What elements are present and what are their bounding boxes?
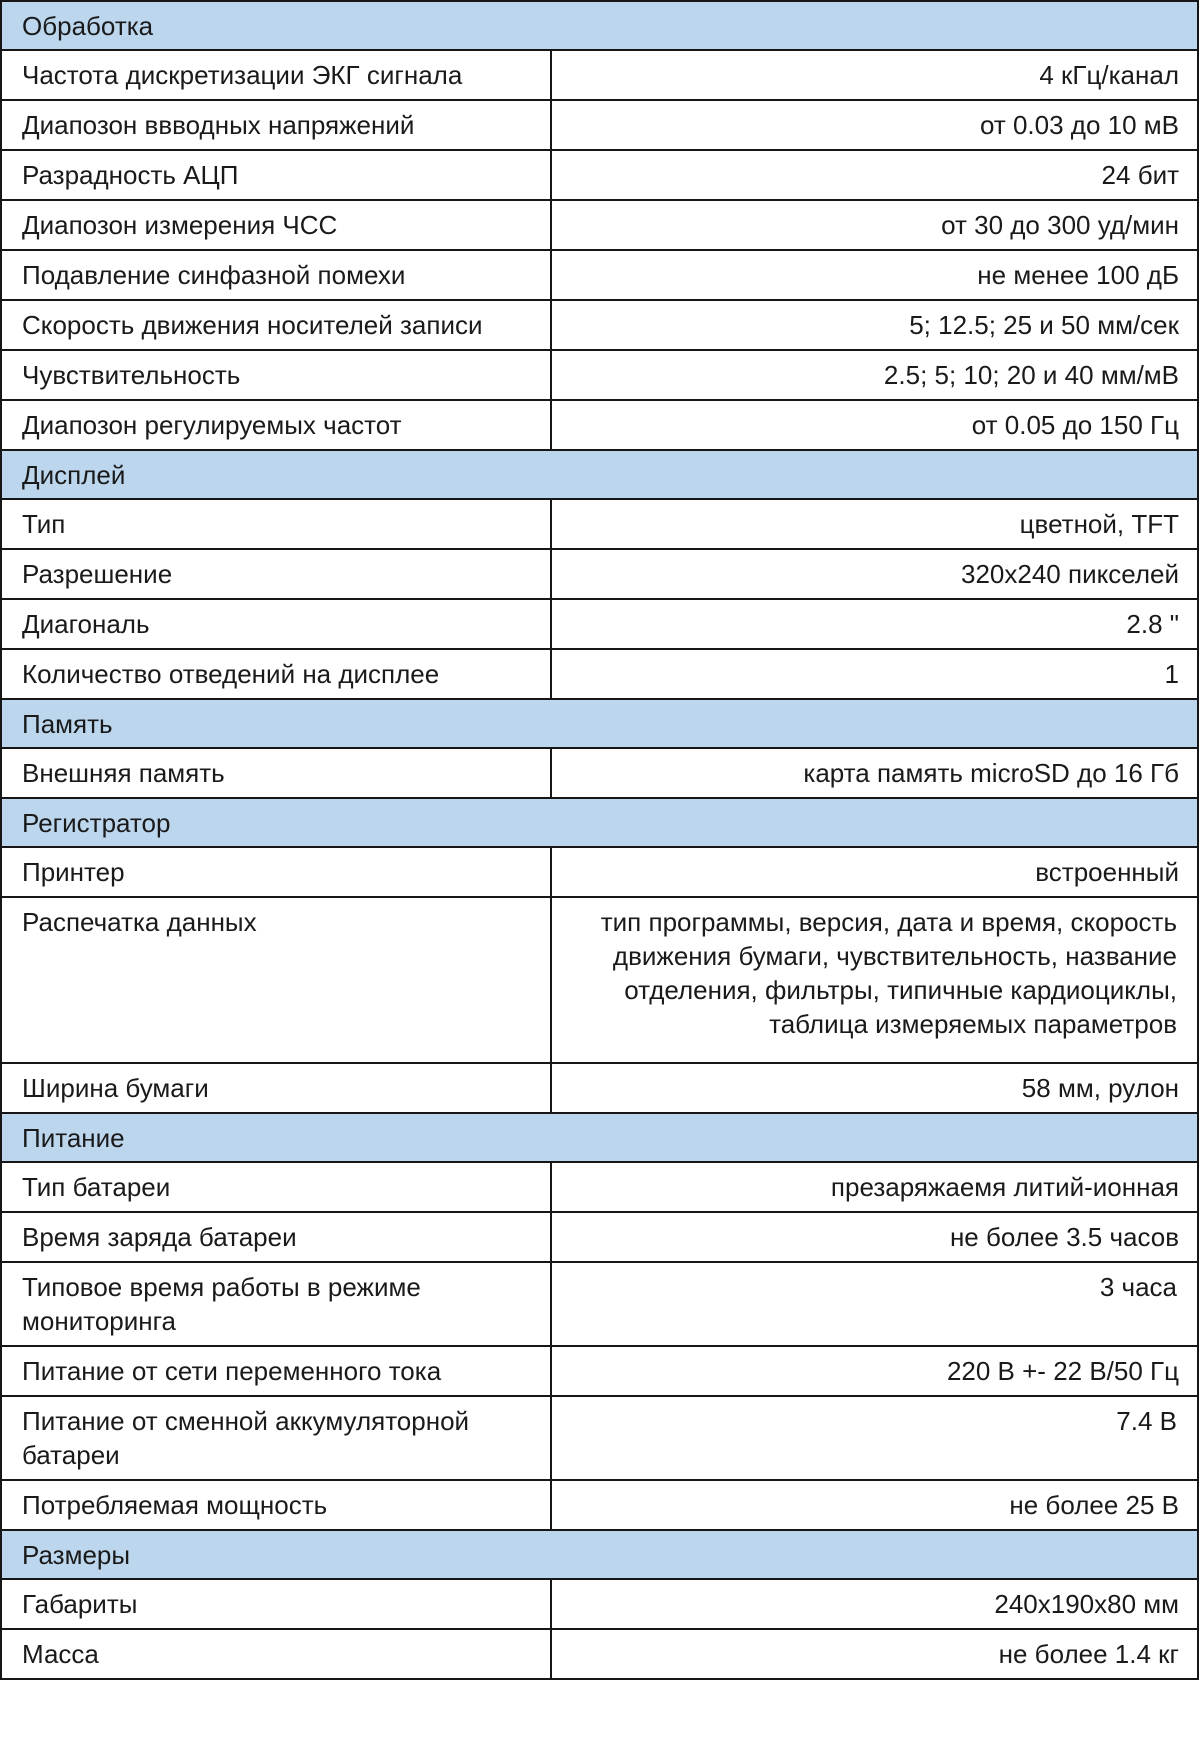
section-header-row xyxy=(1,1113,1198,1162)
spec-row xyxy=(1,350,1198,400)
spec-value: не менее 100 дБ xyxy=(977,260,1180,290)
spec-row xyxy=(1,1629,1198,1679)
spec-value: не более 25 В xyxy=(1009,1490,1180,1520)
section-title: Питание xyxy=(1,1113,1198,1162)
spec-row xyxy=(1,897,1198,1063)
spec-name: Габариты xyxy=(1,1579,551,1629)
spec-value: не более 3.5 часов xyxy=(949,1222,1180,1252)
spec-value: 3 часа xyxy=(1099,1272,1178,1302)
section-title: Память xyxy=(1,699,1198,748)
spec-value-cell xyxy=(551,1212,1198,1262)
spec-value: 1 xyxy=(1164,659,1180,689)
spec-row xyxy=(1,400,1198,450)
spec-name: Тип батареи xyxy=(1,1162,551,1212)
section-title: Дисплей xyxy=(1,450,1198,499)
spec-row xyxy=(1,1063,1198,1113)
spec-row xyxy=(1,1262,1198,1346)
spec-name: Диагональ xyxy=(1,599,551,649)
spec-name: Внешняя память xyxy=(1,748,551,798)
section-header-row xyxy=(1,450,1198,499)
spec-name: Принтер xyxy=(1,847,551,897)
spec-row xyxy=(1,200,1198,250)
spec-value-cell xyxy=(551,1063,1198,1113)
spec-value: цветной, TFT xyxy=(1019,509,1180,539)
spec-value-cell xyxy=(551,1346,1198,1396)
spec-value-cell xyxy=(551,1262,1198,1346)
spec-name: Потребляемая мощность xyxy=(1,1480,551,1530)
spec-name: Распечатка данных xyxy=(1,897,551,1063)
spec-name: Питание от сменной аккумуляторной батареи xyxy=(1,1396,551,1480)
spec-name: Диапозон измерения ЧСС xyxy=(1,200,551,250)
section-title: Обработка xyxy=(1,1,1198,50)
spec-value: 58 мм, рулон xyxy=(1021,1073,1180,1103)
spec-name: Время заряда батареи xyxy=(1,1212,551,1262)
spec-value: от 30 до 300 уд/мин xyxy=(941,210,1180,240)
spec-value-cell xyxy=(551,1162,1198,1212)
spec-row xyxy=(1,50,1198,100)
spec-value: от 0.05 до 150 Гц xyxy=(971,410,1180,440)
spec-value: 24 бит xyxy=(1101,160,1180,190)
spec-name: Чувствительность xyxy=(1,350,551,400)
spec-value: от 0.03 до 10 мВ xyxy=(979,110,1180,140)
spec-value-cell xyxy=(551,1579,1198,1629)
spec-name: Ширина бумаги xyxy=(1,1063,551,1113)
section-header-row xyxy=(1,699,1198,748)
spec-value-cell xyxy=(551,549,1198,599)
spec-value-cell xyxy=(551,400,1198,450)
spec-name: Количество отведений на дисплее xyxy=(1,649,551,699)
spec-row xyxy=(1,649,1198,699)
spec-value: карта память microSD до 16 Гб xyxy=(803,758,1180,788)
spec-value: 2.8 " xyxy=(1126,609,1180,639)
spec-row xyxy=(1,150,1198,200)
spec-value: 240x190x80 мм xyxy=(994,1589,1180,1619)
spec-row xyxy=(1,1579,1198,1629)
spec-name: Диапозон регулируемых частот xyxy=(1,400,551,450)
spec-value-cell xyxy=(551,1396,1198,1480)
spec-row xyxy=(1,300,1198,350)
section-header-row xyxy=(1,1,1198,50)
section-title: Размеры xyxy=(1,1530,1198,1579)
spec-name: Разрешение xyxy=(1,549,551,599)
spec-row xyxy=(1,250,1198,300)
spec-value: 7.4 В xyxy=(1116,1406,1178,1436)
spec-name: Тип xyxy=(1,499,551,549)
spec-value: презаряжаемя литий-ионная xyxy=(830,1172,1180,1202)
spec-name: Разрадность АЦП xyxy=(1,150,551,200)
spec-row xyxy=(1,1162,1198,1212)
spec-value-cell xyxy=(551,250,1198,300)
spec-value: 5; 12.5; 25 и 50 мм/сек xyxy=(909,310,1180,340)
section-title: Регистратор xyxy=(1,798,1198,847)
spec-value-cell xyxy=(551,847,1198,897)
spec-value-cell xyxy=(551,1629,1198,1679)
spec-value: 4 кГц/канал xyxy=(1039,60,1180,90)
spec-name: Подавление синфазной помехи xyxy=(1,250,551,300)
spec-value-cell xyxy=(551,200,1198,250)
spec-name: Масса xyxy=(1,1629,551,1679)
spec-name: Частота дискретизации ЭКГ сигнала xyxy=(1,50,551,100)
spec-value: встроенный xyxy=(1035,857,1180,887)
section-header-row xyxy=(1,1530,1198,1579)
spec-value: 220 В +- 22 В/50 Гц xyxy=(946,1356,1180,1386)
spec-table-body xyxy=(1,1,1198,1679)
spec-name: Диапозон ввводных напряжений xyxy=(1,100,551,150)
spec-value: 2.5; 5; 10; 20 и 40 мм/мВ xyxy=(883,360,1180,390)
spec-value: не более 1.4 кг xyxy=(998,1639,1180,1669)
spec-value-cell xyxy=(551,649,1198,699)
spec-value-cell xyxy=(551,100,1198,150)
spec-row xyxy=(1,1480,1198,1530)
spec-value-cell xyxy=(551,150,1198,200)
spec-row xyxy=(1,100,1198,150)
spec-value: 320x240 пикселей xyxy=(961,559,1180,589)
spec-value-cell xyxy=(551,1480,1198,1530)
spec-value-cell xyxy=(551,499,1198,549)
spec-name: Питание от сети переменного тока xyxy=(1,1346,551,1396)
spec-value: тип программы, версия, дата и время, скорость движения бумаги, чувствительность, название отделения, фильтры, типичные кардиоциклы, таблица измеряемых параметров xyxy=(600,907,1178,1039)
spec-row xyxy=(1,1212,1198,1262)
spec-row xyxy=(1,847,1198,897)
spec-value-cell xyxy=(551,897,1198,1063)
spec-row xyxy=(1,599,1198,649)
spec-row xyxy=(1,1346,1198,1396)
spec-name: Типовое время работы в режиме мониторинга xyxy=(1,1262,551,1346)
spec-name: Скорость движения носителей записи xyxy=(1,300,551,350)
spec-value-cell xyxy=(551,350,1198,400)
section-header-row xyxy=(1,798,1198,847)
spec-row xyxy=(1,748,1198,798)
spec-value-cell xyxy=(551,50,1198,100)
spec-value-cell xyxy=(551,300,1198,350)
spec-value-cell xyxy=(551,748,1198,798)
spec-row xyxy=(1,499,1198,549)
spec-row xyxy=(1,549,1198,599)
spec-value-cell xyxy=(551,599,1198,649)
spec-row xyxy=(1,1396,1198,1480)
